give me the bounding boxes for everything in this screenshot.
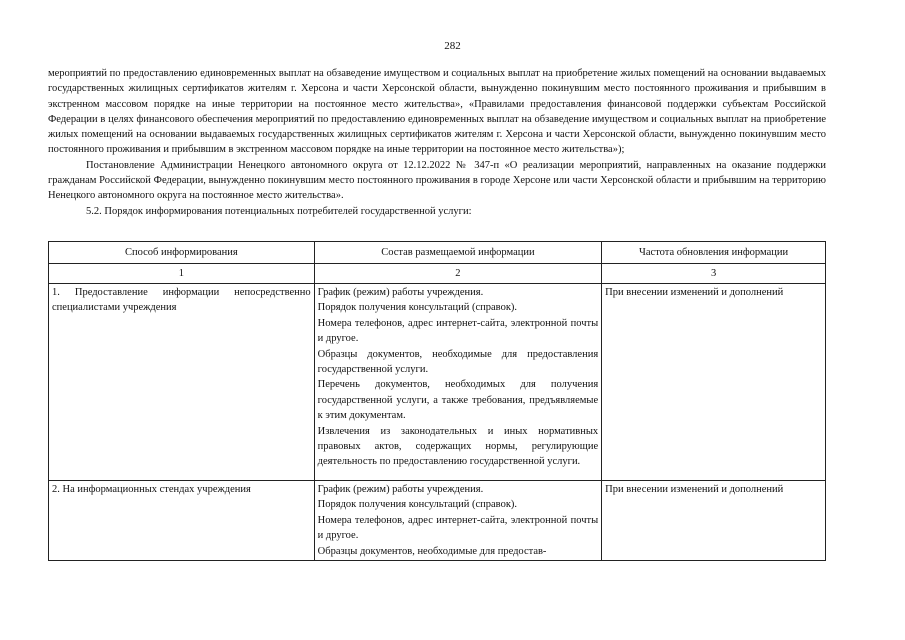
paragraph-continuation: мероприятий по предоставлению единовременных выплат на обзаведение имуществом и социальных выплат на приобретение жилых помещений на основании выдаваемых государственных жилищных сертификатов жителям г. Херсона и части Херсонской области, вынужденно покинувшим место постоянного проживания и прибывшим в экстренном массовом порядке на иные территории на постоянное место жительства», «Правилами предоставления финансовой поддержки субъектам Российской Федерации в целях финансового обеспечения мероприятий по предоставлению единовременных выплат на обзаведение имуществом и социальных выплат на приобретение жилых помещений на основании выдаваемых государственных жилищных сертификатов жителям г. Херсона и части Херсонской области, вынужденно покинувшим место постоянного проживания и прибывшим в экстренном массовом порядке на иные территории на постоянное место жительства»);: [48, 68, 826, 156]
content-line: Номера телефонов, адрес интернет-сайта, электронной почты и другое.: [317, 514, 599, 542]
content-line: Образцы документов, необходимые для предоставления государственной услуги.: [317, 348, 599, 376]
section-heading: 5.2. Порядок информирования потенциальных потребителей государственной услуги:: [86, 205, 472, 217]
content-line: Порядок получения консультаций (справок).: [317, 499, 518, 511]
table-row: [49, 481, 826, 561]
body-text: [48, 66, 826, 219]
column-number: 3: [602, 264, 826, 284]
content-line: Перечень документов, необходимых для получения государственной услуги, а также требования, предъявляемые к этим документам.: [317, 379, 599, 422]
header-frequency: Частота обновления информации: [602, 242, 826, 264]
content-line: Образцы документов, необходимые для предостав-: [317, 545, 547, 557]
table-row: [49, 284, 826, 481]
content-line: График (режим) работы учреждения.: [317, 287, 484, 298]
header-content: Состав размещаемой информации: [314, 242, 601, 264]
content-line: График (режим) работы учреждения.: [317, 484, 484, 495]
table-header-row: [49, 242, 826, 264]
method-cell: 1. Предоставление информации непосредственно специалистами учреждения: [49, 284, 315, 481]
content-line: Номера телефонов, адрес интернет-сайта, электронной почты и другое.: [317, 317, 599, 345]
information-table: [48, 241, 826, 561]
header-method: Способ информирования: [49, 242, 315, 264]
column-number-row: [49, 264, 826, 284]
column-number: 2: [314, 264, 601, 284]
paragraph-resolution: Постановление Администрации Ненецкого автономного округа от 12.12.2022 № 347-п «О реализации мероприятий, направленных на оказание поддержки гражданам Российской Федерации, вынужденно покинувшим место постоянного проживания в городе Херсоне или части Херсонской области и прибывшим на территорию Ненецкого автономного округа на постоянное место жительства».: [48, 159, 826, 202]
frequency-cell: При внесении изменений и дополнений: [602, 284, 826, 481]
method-cell: 2. На информационных стендах учреждения: [49, 481, 315, 561]
content-line: Порядок получения консультаций (справок).: [317, 302, 518, 314]
page-number: 282: [444, 40, 461, 52]
content-cell: [314, 284, 601, 481]
content-cell: [314, 481, 601, 561]
column-number: 1: [49, 264, 315, 284]
content-line: Извлечения из законодательных и иных нормативных правовых актов, содержащих нормы, регулирующие деятельность по предоставлению государственной услуги.: [317, 425, 599, 468]
frequency-cell: При внесении изменений и дополнений: [602, 481, 826, 561]
